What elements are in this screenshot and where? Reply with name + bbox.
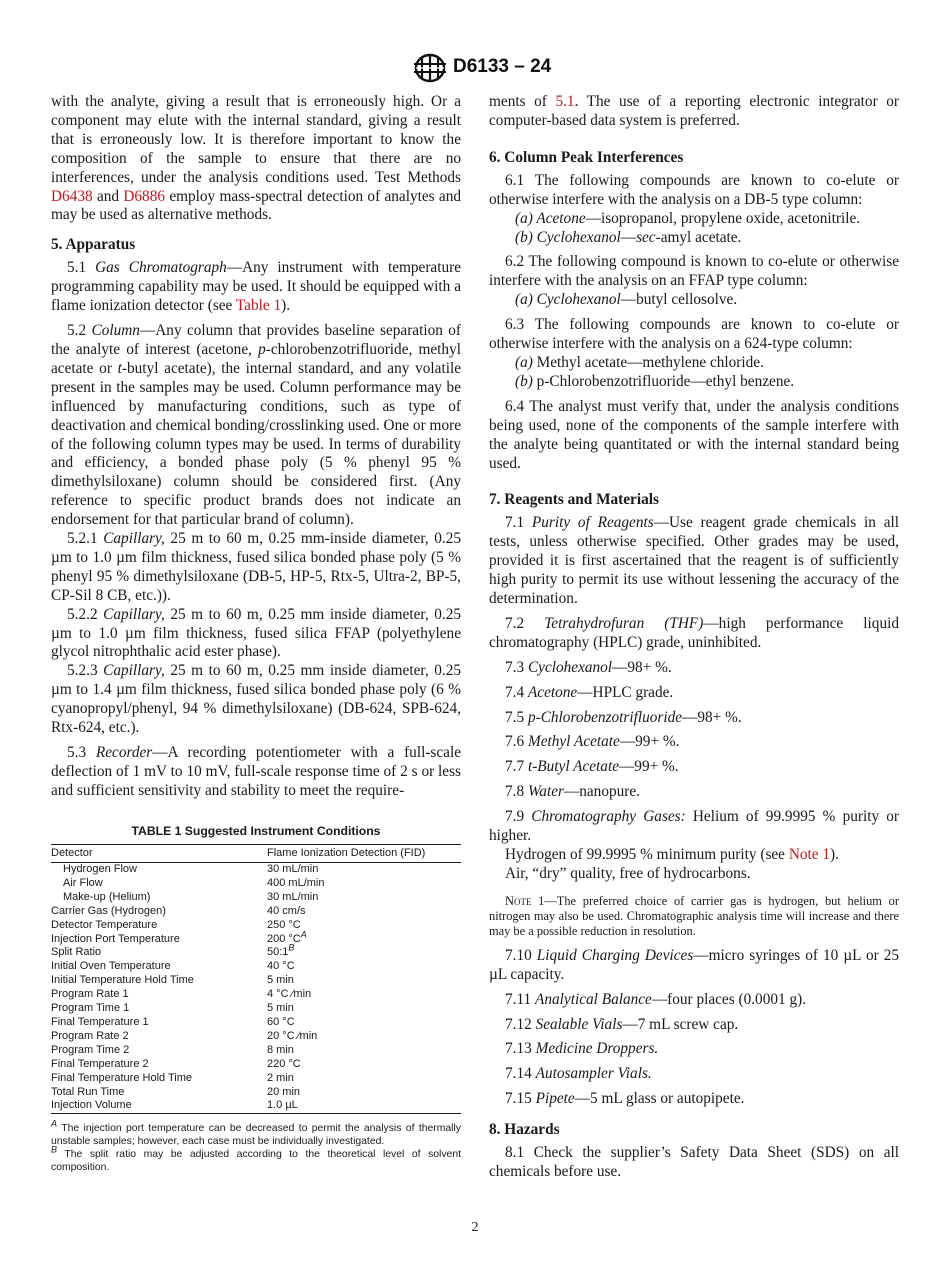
table-row [51, 877, 461, 891]
table-row [51, 1002, 461, 1016]
table-cell-value: 20 °C ⁄min [267, 1029, 318, 1042]
para-5-3: 5.3 Recorder—A recording potentiometer with a full-scale deflection of 1 mV to 10 mV, full-scale response time of 2 s or less and sufficient sensitivity and stability to meet the require- [51, 744, 461, 799]
table-cell-parameter: Program Time 2 [51, 1043, 130, 1056]
link-5-1[interactable]: 5.1 [555, 93, 575, 110]
table-row [51, 1044, 461, 1058]
table-row [51, 1058, 461, 1072]
link-d6886[interactable]: D6886 [123, 187, 166, 205]
para-6-3: 6.3 The following compounds are known to co-elute or otherwise interfere with the analysis on a 624-type column: [489, 316, 899, 353]
para-7-9: 7.9 Chromatography Gases: Helium of 99.9995 % purity or higher. [489, 808, 900, 845]
table-header-cell: Detector [51, 845, 267, 863]
table-row [51, 905, 461, 919]
table-cell-parameter: Split Ratio [51, 946, 102, 959]
table-cell-parameter: Air Flow [63, 876, 103, 889]
document-designation: D6133 – 24 [453, 56, 552, 77]
table-row [51, 1099, 461, 1113]
table-cell-parameter: Final Temperature 1 [51, 1015, 149, 1028]
table-cell-parameter: Hydrogen Flow [63, 863, 137, 875]
table-cell-parameter: Injection Volume [51, 1099, 267, 1113]
para-5-1: 5.1 Gas Chromatograph—Any instrument with temperature programming capability may be used. It should be equipped with a flame ionization detector (see Table 1). [51, 259, 462, 315]
table-header-cell: Flame Ionization Detection (FID) [267, 845, 461, 863]
table-cell-parameter: Final Temperature 2 [51, 1057, 149, 1070]
table-cell-parameter: Program Time 1 [51, 1002, 130, 1015]
table-row [51, 1072, 461, 1086]
table-cell-value: 30 mL/min [267, 863, 319, 875]
para-7-9-hydrogen: Hydrogen of 99.9995 % minimum purity (see Note 1). [505, 846, 839, 863]
list-item: 7.11 Analytical Balance—four places (0.0001 g). [505, 990, 807, 1008]
list-item: 7.13 Medicine Droppers. [505, 1040, 659, 1058]
table-row [51, 960, 461, 974]
para-7-1: 7.1 Purity of Reagents—Use reagent grade chemicals in all tests, unless otherwise specified. Other grades may be used, provided it is first ascertained that the reagent is of sufficiently high purity to permit its use without lessening the accuracy of the determination. [489, 514, 899, 608]
table-cell-value: 4 °C ⁄min [267, 988, 312, 1001]
instrument-conditions-table [51, 844, 461, 1114]
footnote-a: $^A$ The injection port temperature can be decreased to permit the analysis of thermally unstable samples; however, each case must be individually investigated. [51, 1118, 461, 1147]
table-1-title: TABLE 1 Suggested Instrument Conditions [131, 824, 381, 838]
table-cell-value: 40 cm/s [267, 904, 306, 917]
list-item: 7.15 Pipete—5 mL glass or autopipete. [505, 1090, 745, 1108]
table-row [51, 988, 461, 1002]
table-cell-parameter: Carrier Gas (Hydrogen) [51, 904, 166, 917]
para-5-2-1: 5.2.1 Capillary, 25 m to 60 m, 0.25 mm-inside diameter, 0.25 µm to 1.0 µm film thickness, fused silica bonded phase poly (5 % phenyl 95 % dimethylsiloxane (DB-5, HP-5, Rtx-5, Ultra-2, BP-5, CP-Sil 8 CB, etc.)). [51, 530, 461, 604]
table-row [51, 1016, 461, 1030]
section-6-heading: 6. Column Peak Interferences [489, 148, 684, 166]
link-table-1[interactable]: Table 1 [235, 297, 282, 315]
table-cell-value: 30 mL/min [267, 890, 319, 903]
para-6-1-b: (b) Cyclohexanol—sec-amyl acetate. [515, 228, 742, 246]
table-cell-parameter: Initial Temperature Hold Time [51, 974, 194, 987]
astm-logo-icon [410, 52, 450, 84]
list-item: 7.7 t-Butyl Acetate—99+ %. [505, 758, 679, 776]
section-8-heading: 8. Hazards [489, 1121, 560, 1139]
list-item: 7.6 Methyl Acetate—99+ %. [505, 733, 680, 751]
table-cell-value: $50:1^B$ [267, 942, 295, 959]
table-cell-value: 220 °C [267, 1057, 301, 1070]
equipment-list [489, 991, 899, 1110]
para-8-1: 8.1 Check the supplier’s Safety Data Sheet (SDS) on all chemicals before use. [489, 1144, 899, 1181]
table-cell-value: 200 $^\circ C^A$ [267, 928, 307, 945]
table-header-row [51, 845, 461, 863]
link-d6438[interactable]: D6438 [51, 187, 93, 205]
table-cell-parameter: Make-up (Helium) [63, 890, 151, 903]
table-cell-value: 20 min [267, 1085, 301, 1098]
table-cell-parameter: Injection Port Temperature [51, 932, 180, 945]
para-5-2: 5.2 Column—Any column that provides baseline separation of the analyte of interest (acetone, p-chlorobenzotrifluoride, methyl acetate or t-butyl acetate), the internal standard, and any volatile present in the samples may be used. Column performance may be influenced by manufacturing conditions, such as type of deactivation and chemical bonding/crosslinking used. One or more of the following column types may be used. In terms of durability and efficiency, a bonded phase poly (5 % phenyl 95 % dimethylsiloxane) column should be considered first. (Any reference to specific product brands does not indicate an endorsement for that particular brand of column). [51, 322, 462, 529]
table-row [51, 919, 461, 933]
table-row [51, 1086, 461, 1100]
table-cell-value: 2 min [267, 1071, 294, 1084]
table-row [51, 946, 461, 960]
table-cell-value: 8 min [267, 1043, 294, 1056]
table-cell-value: 400 mL/min [267, 876, 325, 889]
list-item: 7.14 Autosampler Vials. [505, 1065, 652, 1083]
table-cell-parameter: Detector Temperature [51, 918, 158, 931]
intro-paragraph: with the analyte, giving a result that is erroneously high. Or a component may elute with the internal standard, giving a result that is erroneously low. It is therefore important to know the composition of the sample to ensure that there are no interferences, under the analysis conditions used. Test Methods D6438 and D6886 employ mass-spectral detection of analytes and may be used as alternative methods. [51, 93, 461, 224]
para-6-1: 6.1 The following compounds are known to co-elute or otherwise interfere with the analysis on a DB-5 type column: [489, 171, 899, 208]
table-row [51, 933, 461, 947]
para-7-10: 7.10 Liquid Charging Devices—micro syringes of 10 µL or 25 µL capacity. [489, 946, 900, 983]
table-cell-parameter: Initial Oven Temperature [51, 960, 171, 973]
table-cell-value: 5 min [267, 1002, 294, 1015]
list-item: 7.3 Cyclohexanol—98+ %. [505, 658, 672, 676]
section-7-heading: 7. Reagents and Materials [489, 491, 659, 509]
note-1: Note 1—The preferred choice of carrier gas is hydrogen, but helium or nitrogen may also be used. Chromatographic analysis time will increase and there may be a possible reduction in resolution. [489, 893, 899, 938]
table-cell-parameter: Program Rate 1 [51, 988, 129, 1001]
link-note-1[interactable]: Note 1 [788, 846, 831, 863]
footnote-b: $^B$ The split ratio may be adjusted according to the theoretical level of solvent composition. [51, 1144, 461, 1173]
table-row [51, 1030, 461, 1044]
list-item: 7.12 Sealable Vials—7 mL screw cap. [505, 1015, 739, 1033]
para-6-1-a: (a) Acetone—isopropanol, propylene oxide, acetonitrile. [515, 209, 861, 227]
list-item: 7.5 p-Chlorobenzotrifluoride—98+ %. [505, 708, 742, 726]
para-6-4: 6.4 The analyst must verify that, under the analysis conditions being used, none of the components of the sample interfere with the analyte being quantitated or with the internal standard being used. [489, 397, 899, 472]
reagent-list [489, 659, 899, 802]
para-5-2-2: 5.2.2 Capillary, 25 m to 60 m, 0.25 mm inside diameter, 0.25 µm to 1.0 µm film thickness, fused silica FFAP (polyethylene glycol nitrophthalic acid ester phase). [51, 605, 462, 661]
para-6-2-a: (a) Cyclohexanol—butyl cellosolve. [515, 291, 738, 309]
para-7-2: 7.2 Tetrahydrofuran (THF)—high performance liquid chromatography (HPLC) grade, uninhibited. [489, 614, 899, 651]
page-header [0, 50, 950, 86]
list-item: 7.8 Water—nanopure. [505, 783, 640, 801]
para-6-3-a: (a) Methyl acetate—methylene chloride. [515, 353, 764, 371]
table-cell-value: 5 min [267, 974, 294, 987]
list-item: 7.4 Acetone—HPLC grade. [505, 683, 674, 701]
table-row [51, 891, 461, 905]
table-cell-parameter: Program Rate 2 [51, 1029, 129, 1042]
right-column [489, 93, 899, 1182]
table-footnotes [51, 1118, 461, 1174]
para-7-9-air: Air, “dry” quality, free of hydrocarbons. [505, 864, 751, 882]
para-5-2-3: 5.2.3 Capillary, 25 m to 60 m, 0.25 mm inside diameter, 0.25 µm to 1.4 µm film thickness, fused silica bonded phase poly (6 % cyanopropyl/phenyl, 94 % dimethylsiloxane) (DB-624, SPB-624, Rtx-624, etc.). [51, 662, 462, 737]
table-cell-value: 1.0 µL [267, 1099, 461, 1113]
table-row [51, 974, 461, 988]
table-cell-value: 250 °C [267, 918, 301, 931]
left-column [51, 93, 461, 801]
continued-paragraph: ments of 5.1. The use of a reporting electronic integrator or computer-based data system is preferred. [489, 93, 899, 129]
table-cell-parameter: Final Temperature Hold Time [51, 1071, 193, 1084]
table-cell-value: 40 °C [267, 960, 295, 973]
section-5-heading: 5. Apparatus [51, 236, 136, 254]
table-cell-value: 60 °C [267, 1015, 295, 1028]
page-number: 2 [471, 1220, 479, 1235]
para-6-3-b: (b) p-Chlorobenzotrifluoride—ethyl benzene. [515, 372, 795, 390]
table-cell-parameter: Total Run Time [51, 1085, 125, 1098]
table-row [51, 863, 461, 877]
para-6-2: 6.2 The following compound is known to co-elute or otherwise interfere with the analysis on an FFAP type column: [489, 253, 899, 290]
